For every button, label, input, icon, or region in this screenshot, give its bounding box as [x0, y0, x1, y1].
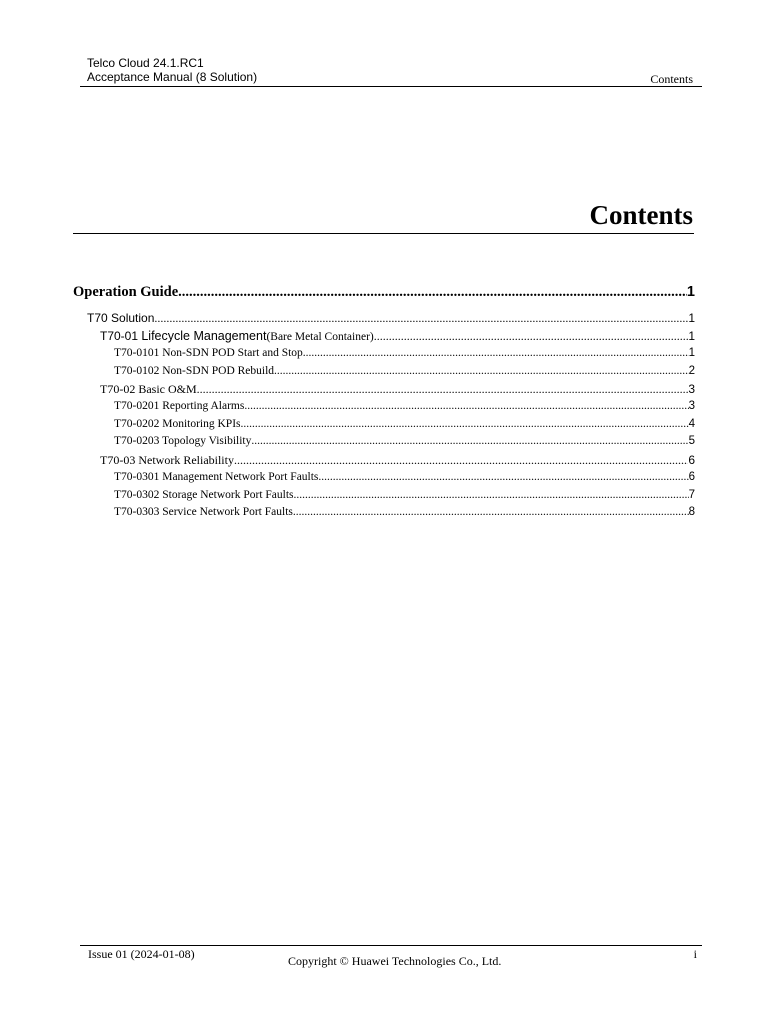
toc-page-number: 3: [688, 400, 695, 413]
toc-entry-operation-guide[interactable]: [73, 281, 695, 303]
toc-page-number: 1: [686, 284, 695, 300]
toc-leader: [293, 504, 689, 522]
toc-leader: [154, 309, 688, 327]
toc-entry-title: T70-0201 Reporting Alarms: [114, 400, 245, 413]
toc-entry-t70-0203[interactable]: [73, 433, 695, 451]
toc-entry-t70-solution[interactable]: [73, 309, 695, 327]
toc-leader: [197, 380, 689, 398]
toc-entry-title: T70-0302 Storage Network Port Faults: [114, 488, 294, 501]
toc-entry-t70-03[interactable]: [73, 451, 695, 469]
toc-entry-t70-0101[interactable]: [73, 345, 695, 363]
toc-entry-title: T70-0101 Non-SDN POD Start and Stop: [114, 347, 303, 359]
toc-entry-suffix: (Bare Metal Container): [266, 331, 374, 343]
header-product: Telco Cloud 24.1.RC1: [87, 56, 204, 70]
toc-entry-t70-0303[interactable]: [73, 504, 695, 522]
toc-entry-title: [100, 327, 374, 346]
toc-entry-t70-0202[interactable]: [73, 416, 695, 434]
title-divider: [73, 233, 694, 234]
toc-entry-prefix: T70-01: [100, 329, 142, 343]
footer-page-number: i: [693, 947, 697, 961]
toc-entry-title: Operation Guide: [73, 284, 179, 300]
header-manual: Acceptance Manual (8 Solution): [87, 70, 258, 84]
toc-entry-title: T70-0301 Management Network Port Faults: [114, 470, 319, 483]
toc-page-number: 1: [688, 329, 695, 343]
toc-entry-t70-0102[interactable]: [73, 363, 695, 381]
header-divider: [80, 86, 702, 87]
toc-leader: [241, 416, 689, 434]
toc-leader: [274, 363, 689, 381]
toc-page-number: 1: [688, 311, 695, 325]
toc-page-number: 2: [688, 364, 695, 377]
toc-page-number: 8: [688, 506, 695, 519]
toc-entry-title: T70-02 Basic O&M: [100, 382, 197, 397]
toc-entry-t70-01[interactable]: [73, 327, 695, 345]
toc-entry-title: T70-0303 Service Network Port Faults: [114, 506, 293, 519]
page-header: [87, 56, 701, 84]
toc-leader: [294, 487, 689, 505]
toc-entry-t70-0201[interactable]: [73, 398, 695, 416]
toc-page-number: 6: [688, 452, 695, 467]
footer-issue: Issue 01 (2024-01-08): [88, 947, 195, 961]
table-of-contents: [73, 281, 695, 522]
toc-leader: [318, 469, 688, 487]
toc-leader: [303, 345, 689, 363]
toc-leader: [234, 451, 688, 469]
toc-entry-title: T70-0203 Topology Visibility: [114, 435, 252, 448]
page-title: Contents: [589, 200, 693, 230]
toc-page-number: 6: [688, 470, 695, 483]
header-section: Contents: [650, 72, 693, 86]
toc-entry-t70-0301[interactable]: [73, 469, 695, 487]
toc-entry-t70-02[interactable]: [73, 380, 695, 398]
toc-entry-title: T70-0102 Non-SDN POD Rebuild: [114, 364, 275, 377]
toc-page-number: 7: [688, 488, 695, 501]
toc-leader: [374, 327, 689, 345]
toc-entry-main: Lifecycle Management: [141, 329, 267, 343]
toc-entry-title: T70-0202 Monitoring KPIs: [114, 417, 241, 430]
toc-entry-title: T70 Solution: [87, 311, 155, 325]
toc-leader: [178, 281, 687, 303]
toc-page-number: 4: [688, 417, 695, 430]
toc-leader: [244, 398, 688, 416]
toc-page-number: 3: [688, 382, 695, 397]
toc-entry-title: T70-03 Network Reliability: [100, 452, 234, 467]
toc-page-number: 1: [688, 347, 695, 359]
toc-leader: [251, 433, 688, 451]
footer-divider: [80, 945, 702, 946]
footer-copyright: Copyright © Huawei Technologies Co., Ltd.: [288, 954, 502, 968]
toc-entry-t70-0302[interactable]: [73, 487, 695, 505]
toc-page-number: 5: [688, 435, 695, 448]
